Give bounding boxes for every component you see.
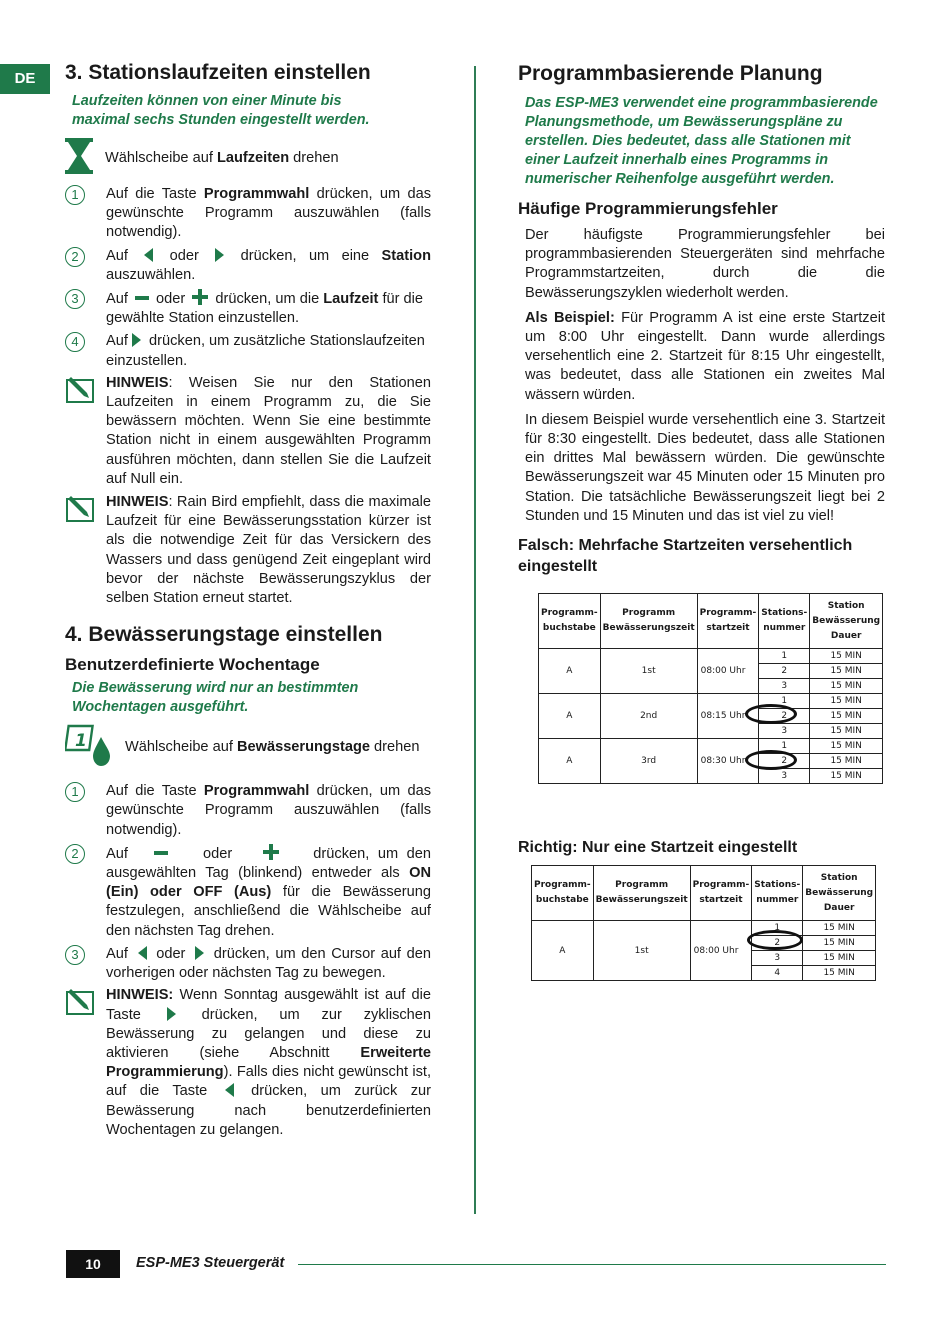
wrong-example-title: Falsch: Mehrfache Startzeiten versehentlich eingestellt xyxy=(518,537,853,576)
example-paragraph-2: In diesem Beispiel wurde versehentlich eine 3. Startzeit für 8:30 eingestellt. Dies bedeutet, dass alle Stationen ein drittes Mal bewässern würden. Die gewünschte Bewässerungszeit war 45 Minuten oder 15 Minuten pro Station. Die tatsächliche Bewässerungszeit liegt bei 2 Stunden und 15 Minuten und das ist viel zu viel! xyxy=(525,411,885,524)
page-number: 10 xyxy=(66,1250,120,1278)
header-start-time: Programm-startzeit xyxy=(697,594,759,649)
days-step-1: 1 Auf die Taste Programmwahl drücken, um das gewünschte Programm auszuwählen (falls notwendig). xyxy=(65,782,433,840)
section-4-intro: Die Bewässerung wird nur an bestimmten Wochentagen ausgeführt. xyxy=(72,680,359,716)
note-pencil-icon xyxy=(65,374,99,409)
highlight-circle xyxy=(747,930,803,950)
header-start-time: Programm-startzeit xyxy=(690,866,752,921)
header-station-number: Stations-nummer xyxy=(752,866,803,921)
note-3: HINWEIS: Wenn Sonntag ausgewählt ist auf die Taste drücken, um zur zyklischen Bewässerung zu gelangen und diese zu aktivieren (siehe Abschnitt Erweiterte Programmierung). Falls dies nicht gewünscht ist, auf die Taste drücken, um zurück zur Bewässerung nach benutzerdefinierten Wochentagen zu gelangen. xyxy=(65,986,433,1140)
table-cell: 15 MIN xyxy=(810,679,883,694)
step-number: 2 xyxy=(65,247,85,267)
header-station-number: Stations-nummer xyxy=(759,594,810,649)
table-cell: A xyxy=(539,739,601,784)
note-1: HINWEIS: Weisen Sie nur den Stationen Laufzeiten in einem Programm zu, die Sie bewässern möchten. Wenn Sie eine bestimmte Station nicht in einem ausgewählten Programm ausführen möchten, dann stellen Sie die Laufzeit auf Null ein. xyxy=(65,374,433,489)
table-cell: 08:00 Uhr xyxy=(697,649,759,694)
right-arrow-icon xyxy=(167,1007,176,1021)
table-cell: 15 MIN xyxy=(810,709,883,724)
table-cell: 1 xyxy=(759,649,810,664)
table-cell: 15 MIN xyxy=(803,936,876,951)
note-pencil-icon xyxy=(65,986,99,1021)
example-paragraph: Als Beispiel: Für Programm A ist eine erste Startzeit um 8:00 Uhr eingestellt. Dann wurde allerdings versehentlich eine 2. Startzeit für 8:15 Uhr eingestellt, was bedeutet, dass alle Stationen ein zweites Mal wässern würden. xyxy=(525,309,886,403)
header-station-duration: Station Bewässerung Dauer xyxy=(803,866,876,921)
table-cell: 15 MIN xyxy=(810,769,883,784)
common-errors-title: Häufige Programmierungsfehler xyxy=(518,199,778,218)
left-arrow-icon xyxy=(144,248,153,262)
highlight-circle xyxy=(745,704,797,724)
section-3-intro: Laufzeiten können von einer Minute bis maximal sechs Stunden eingestellt werden. xyxy=(72,93,370,128)
wrong-schedule-table-wrap xyxy=(538,593,881,784)
right-arrow-icon xyxy=(215,248,224,262)
step-1-select-program: 1 Auf die Taste Programmwahl drücken, um das gewünschte Programm auszuwählen (falls notwendig). xyxy=(65,185,433,243)
hourglass-icon xyxy=(65,138,93,179)
left-column xyxy=(65,60,433,1140)
step-4-more-runtimes: 4 Auf drücken, um zusätzliche Stationslaufzeiten einzustellen. xyxy=(65,332,433,370)
common-errors-paragraph: Der häufigste Programmierungsfehler bei programmbasierenden Steuergeräten sind mehrfache Programmstartzeiten, durch die die Bewässerungszyklen wiederholt werden. xyxy=(525,227,885,301)
table-cell: 2 xyxy=(759,754,810,769)
left-arrow-icon xyxy=(138,946,147,960)
section-4-subtitle: Benutzerdefinierte Wochentage xyxy=(65,655,320,675)
right-example-title: Richtig: Nur eine Startzeit eingestellt xyxy=(518,839,798,857)
plus-icon xyxy=(263,844,279,860)
table-cell: 15 MIN xyxy=(810,694,883,709)
table-cell: 08:00 Uhr xyxy=(690,921,752,981)
table-cell: 2 xyxy=(752,936,803,951)
table-cell: 4 xyxy=(752,966,803,981)
note-pencil-icon xyxy=(65,493,99,528)
table-cell: A xyxy=(539,694,601,739)
right-schedule-table xyxy=(531,865,876,981)
header-program-cycle: Programm Bewässerungszeit xyxy=(600,594,697,649)
calendar-water-drop-icon xyxy=(65,723,115,772)
right-arrow-icon xyxy=(195,946,204,960)
table-cell: 3 xyxy=(759,769,810,784)
table-cell: 1st xyxy=(600,649,697,694)
table-cell: 1 xyxy=(759,739,810,754)
step-number: 3 xyxy=(65,945,85,965)
language-tab: DE xyxy=(0,64,50,94)
header-station-duration: Station Bewässerung Dauer xyxy=(810,594,883,649)
table-cell: 15 MIN xyxy=(810,754,883,769)
header-program-letter: Programm-buchstabe xyxy=(532,866,594,921)
left-arrow-icon xyxy=(225,1083,234,1097)
step-2-select-station: 2 Auf oder drücken, um eine Station auszuwählen. xyxy=(65,247,433,285)
right-schedule-table-wrap xyxy=(531,865,873,981)
plus-icon xyxy=(192,289,208,305)
step-number: 1 xyxy=(65,782,85,802)
right-arrow-icon xyxy=(132,333,141,347)
table-cell: 2 xyxy=(759,664,810,679)
table-cell: 15 MIN xyxy=(810,739,883,754)
table-cell: 1 xyxy=(759,694,810,709)
table-cell: 3 xyxy=(759,724,810,739)
table-cell: 1 xyxy=(752,921,803,936)
column-divider xyxy=(474,66,476,1214)
right-column xyxy=(518,60,886,981)
footer-rule xyxy=(298,1264,886,1265)
table-cell: 2nd xyxy=(600,694,697,739)
wrong-schedule-table xyxy=(538,593,883,784)
svg-text:1: 1 xyxy=(75,731,87,752)
dial-instruction-days: 1 Wählscheibe auf Bewässerungstage drehen xyxy=(65,723,433,772)
step-number: 4 xyxy=(65,332,85,352)
step-number: 3 xyxy=(65,289,85,309)
table-cell: 2 xyxy=(759,709,810,724)
header-program-cycle: Programm Bewässerungszeit xyxy=(593,866,690,921)
days-step-3: 3 Auf oder drücken, um den Cursor auf den vorherigen oder nächsten Tag zu bewegen. xyxy=(65,945,433,983)
table-cell: 1st xyxy=(593,921,690,981)
step-number: 1 xyxy=(65,185,85,205)
header-program-letter: Programm-buchstabe xyxy=(539,594,601,649)
note-2: HINWEIS: Rain Bird empfiehlt, dass die maximale Laufzeit für eine Bewässerungsstation kürzer ist als die notwendige Zeit für das Versickern des Wassers und dass genügend Zeit eingeplant wird bevor der nächste Bewässerungszyklus der selben Station erneut startet. xyxy=(65,493,433,608)
table-cell: 15 MIN xyxy=(810,724,883,739)
table-cell: 15 MIN xyxy=(803,951,876,966)
table-cell: A xyxy=(539,649,601,694)
table-cell: 3 xyxy=(752,951,803,966)
table-cell: 15 MIN xyxy=(803,921,876,936)
table-cell: 08:15 Uhr xyxy=(697,694,759,739)
dial-instruction-runtimes: Wählscheibe auf Laufzeiten drehen xyxy=(65,138,433,179)
step-number: 2 xyxy=(65,844,85,864)
footer-title: ESP-ME3 Steuergerät xyxy=(136,1255,285,1271)
program-planning-title: Programmbasierende Planung xyxy=(518,62,823,85)
minus-icon xyxy=(154,851,168,855)
table-cell: 08:30 Uhr xyxy=(697,739,759,784)
table-cell: A xyxy=(532,921,594,981)
section-3-title: 3. Stationslaufzeiten einstellen xyxy=(65,61,371,84)
highlight-circle xyxy=(745,750,797,770)
step-3-set-runtime: 3 Auf oder drücken, um die Laufzeit für die gewählte Station einzustellen. xyxy=(65,289,433,328)
table-cell: 3rd xyxy=(600,739,697,784)
section-4-title: 4. Bewässerungstage einstellen xyxy=(65,623,383,647)
table-cell: 15 MIN xyxy=(803,966,876,981)
minus-icon xyxy=(135,296,149,300)
program-planning-intro: Das ESP-ME3 verwendet eine programmbasierende Planungsmethode, um Bewässerungspläne zu erstellen. Dies bedeutet, dass alle Stationen mit einer Laufzeit innerhalb eines Programms in numerischer Reihenfolge ausgeführt werden. xyxy=(525,95,878,187)
table-cell: 15 MIN xyxy=(810,649,883,664)
table-cell: 3 xyxy=(759,679,810,694)
days-step-2: 2 Auf oder drücken, um den ausgewählten Tag (blinkend) entweder als ON (Ein) oder OFF (Aus) für die Bewässerung festzulegen, anschließend die Wählscheibe auf den nächsten Tag drehen. xyxy=(65,844,433,941)
table-cell: 15 MIN xyxy=(810,664,883,679)
